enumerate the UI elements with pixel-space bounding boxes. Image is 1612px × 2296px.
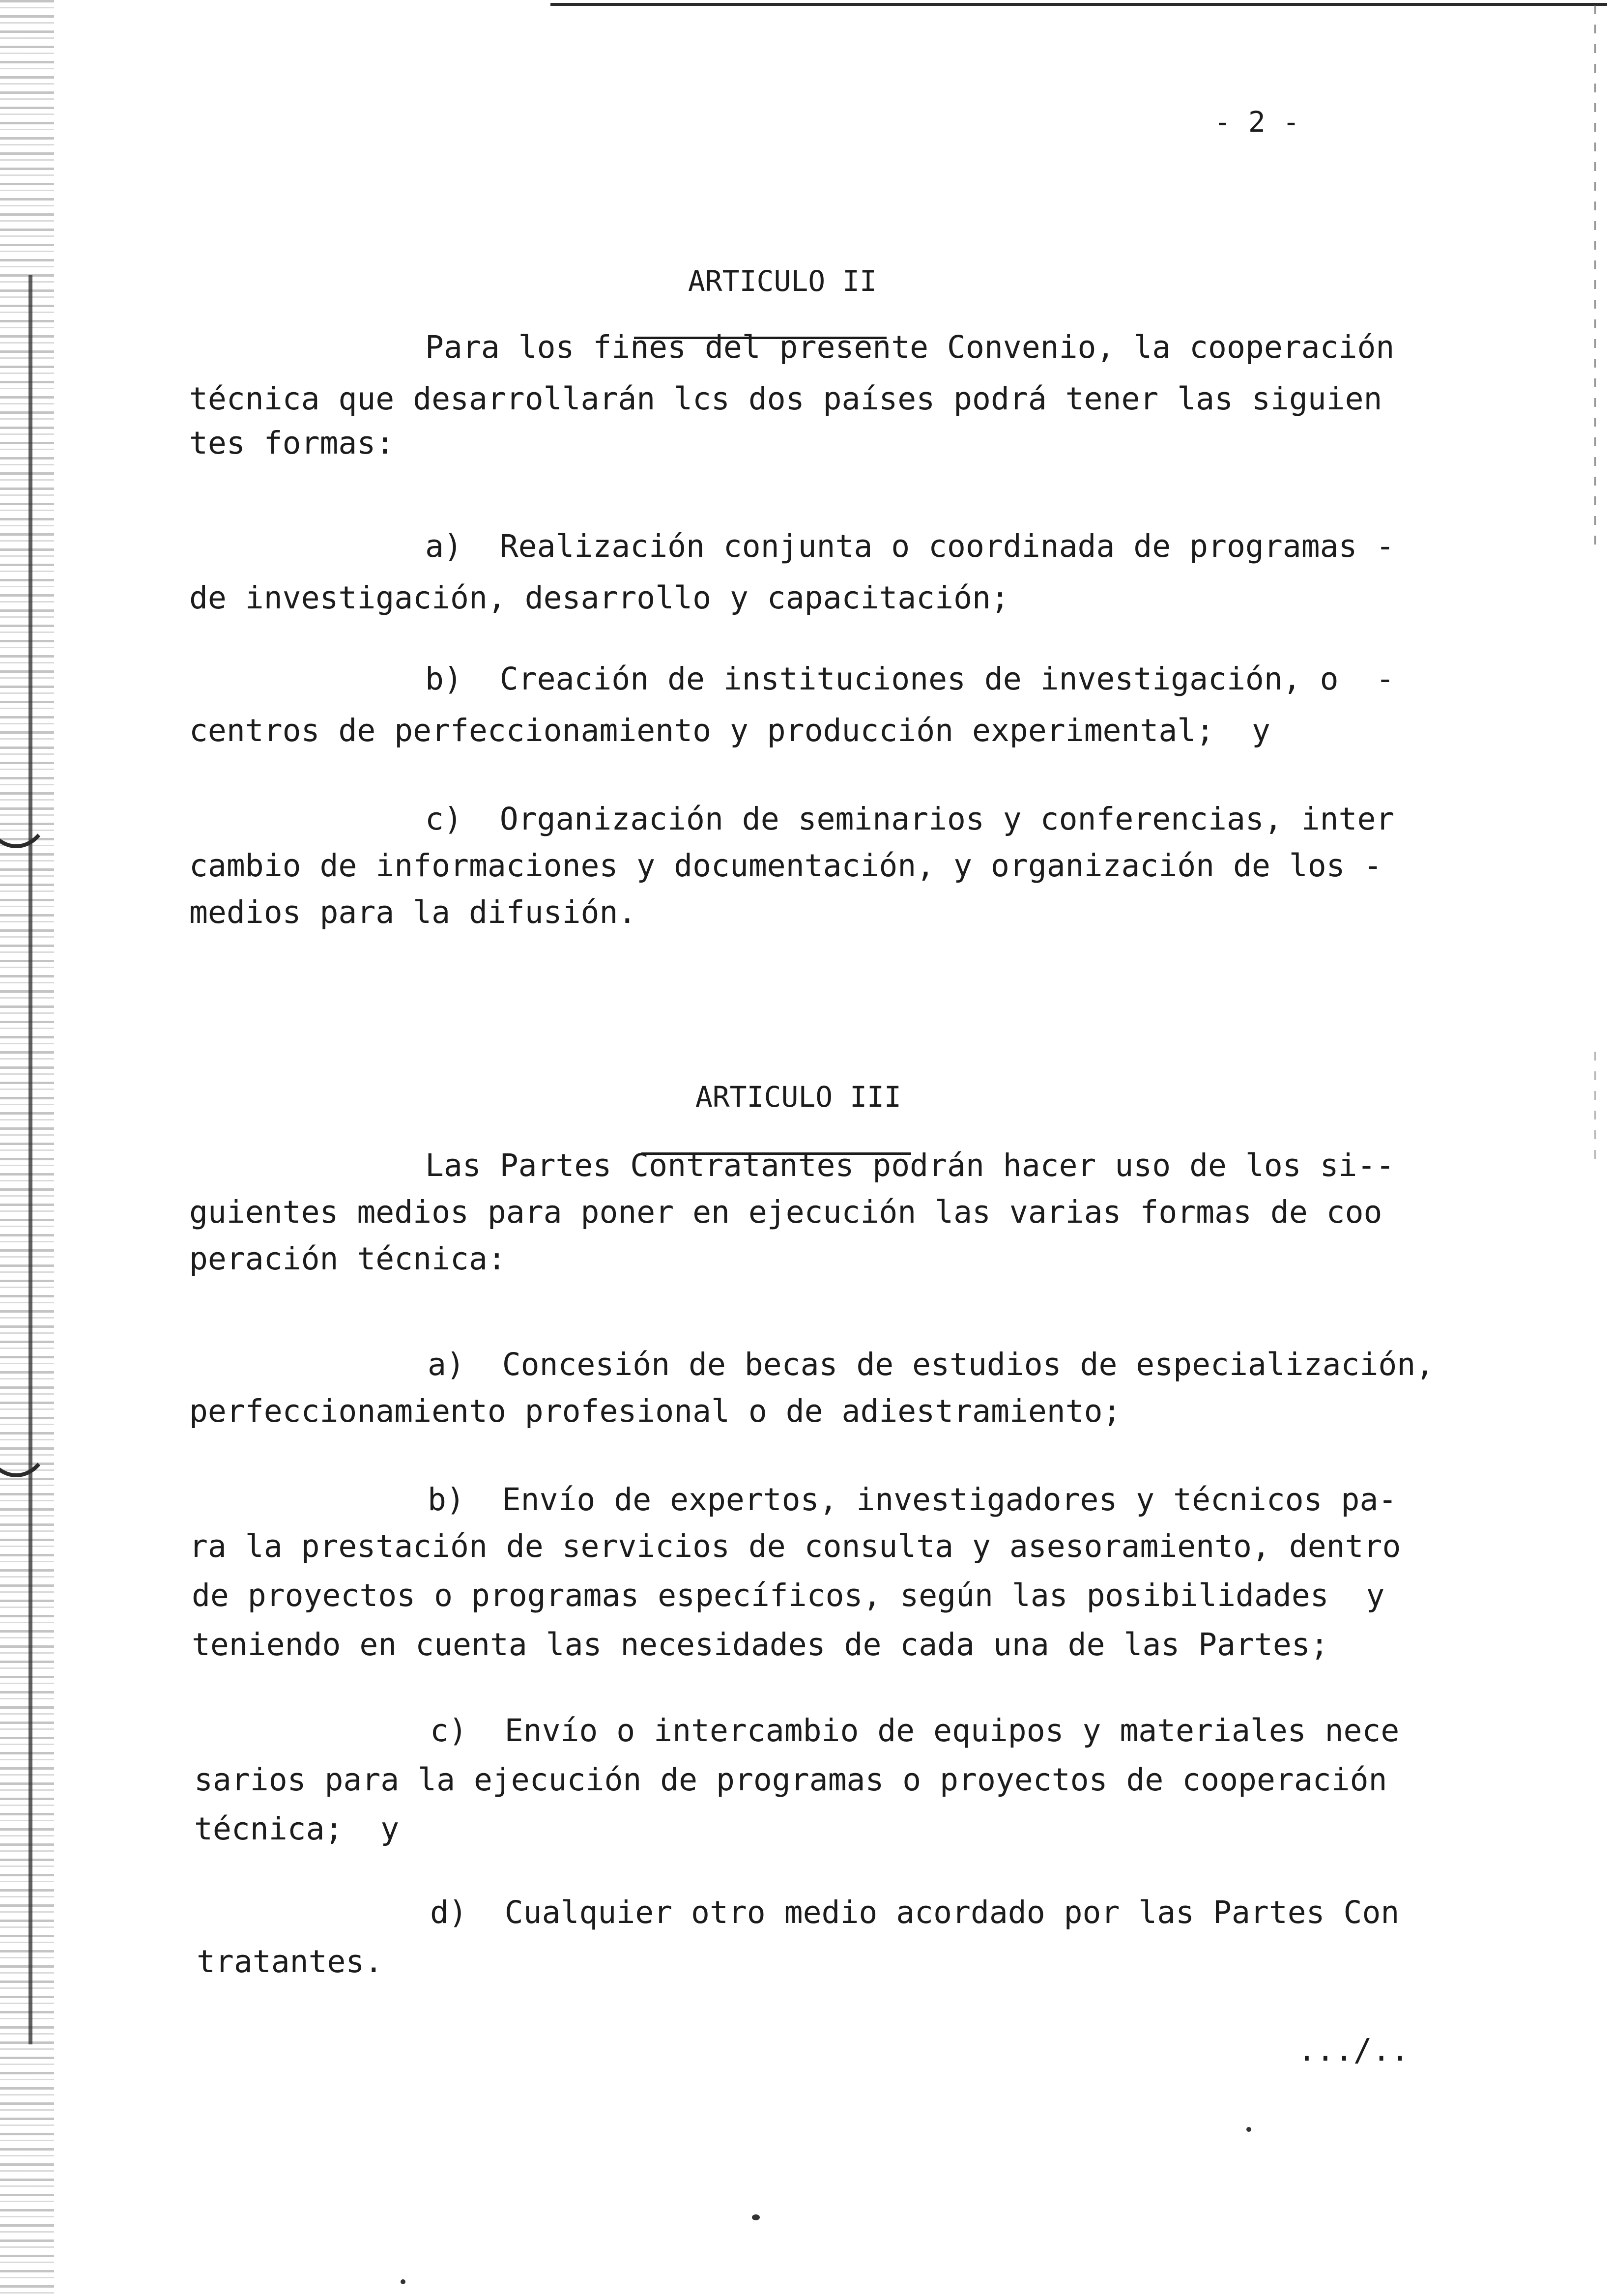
article-2-heading-text: ARTICULO II bbox=[688, 264, 877, 298]
article-3-intro-line: guientes medios para poner en ejecución las varias formas de coo bbox=[189, 1194, 1382, 1230]
article-3-item-d-line: d) Cualquier otro medio acordado por las Partes Con bbox=[430, 1894, 1400, 1930]
article-3-item-d-line: tratantes. bbox=[197, 1944, 383, 1980]
article-3-item-c-line: c) Envío o intercambio de equipos y materiales nece bbox=[430, 1713, 1400, 1749]
article-2-item-b-line: b) Creación de instituciones de investigación, o - bbox=[425, 661, 1395, 697]
article-3-item-b-line: ra la prestación de servicios de consulta y asesoramiento, dentro bbox=[189, 1528, 1401, 1564]
article-3-item-b-line: de proyectos o programas específicos, según las posibilidades y bbox=[192, 1578, 1385, 1613]
continuation-mark: .../.. bbox=[1297, 2032, 1410, 2068]
article-3-intro-line: Las Partes Contratantes podrán hacer uso de los si-- bbox=[425, 1148, 1395, 1183]
article-3-item-b-line: teniendo en cuenta las necesidades de cada una de las Partes; bbox=[192, 1627, 1329, 1663]
article-2-heading bbox=[654, 231, 877, 331]
binding-shadow bbox=[0, 0, 54, 2296]
article-2-intro-line: técnica que desarrollarán lcs dos países podrá tener las siguien bbox=[189, 381, 1382, 417]
right-edge-marks-lower bbox=[1594, 1052, 1596, 1160]
article-2-item-c-line: cambio de informaciones y documentación, y organización de los - bbox=[189, 848, 1382, 884]
top-edge-rule bbox=[550, 3, 1607, 6]
speck bbox=[1246, 2127, 1251, 2132]
article-2-item-a-line: de investigación, desarrollo y capacitación; bbox=[189, 580, 1009, 616]
article-3-intro-line: peración técnica: bbox=[189, 1241, 506, 1277]
article-2-item-c-line: medios para la difusión. bbox=[189, 894, 637, 930]
article-3-item-a-line: perfeccionamiento profesional o de adiestramiento; bbox=[189, 1393, 1122, 1429]
article-3-heading-text: ARTICULO III bbox=[695, 1080, 901, 1114]
speck bbox=[752, 2214, 760, 2220]
article-2-intro-line: Para los fines del presente Convenio, la cooperación bbox=[425, 329, 1395, 365]
article-3-item-c-line: técnica; y bbox=[194, 1811, 400, 1847]
speck bbox=[401, 2279, 405, 2284]
right-edge-marks bbox=[1594, 5, 1596, 555]
article-3-item-b-line: b) Envío de expertos, investigadores y técnicos pa- bbox=[428, 1482, 1397, 1518]
article-3-item-a-line: a) Concesión de becas de estudios de especialización, bbox=[428, 1347, 1435, 1382]
binding-edge bbox=[29, 275, 32, 2044]
article-2-item-c-line: c) Organización de seminarios y conferencias, inter bbox=[425, 801, 1395, 837]
article-2-item-a-line: a) Realización conjunta o coordinada de programas - bbox=[425, 528, 1395, 564]
page-number: - 2 - bbox=[1214, 105, 1300, 139]
article-2-intro-line: tes formas: bbox=[189, 425, 395, 461]
article-3-heading bbox=[661, 1047, 901, 1147]
article-3-item-c-line: sarios para la ejecución de programas o proyectos de cooperación bbox=[194, 1762, 1387, 1798]
article-2-item-b-line: centros de perfeccionamiento y producción experimental; y bbox=[189, 713, 1270, 748]
